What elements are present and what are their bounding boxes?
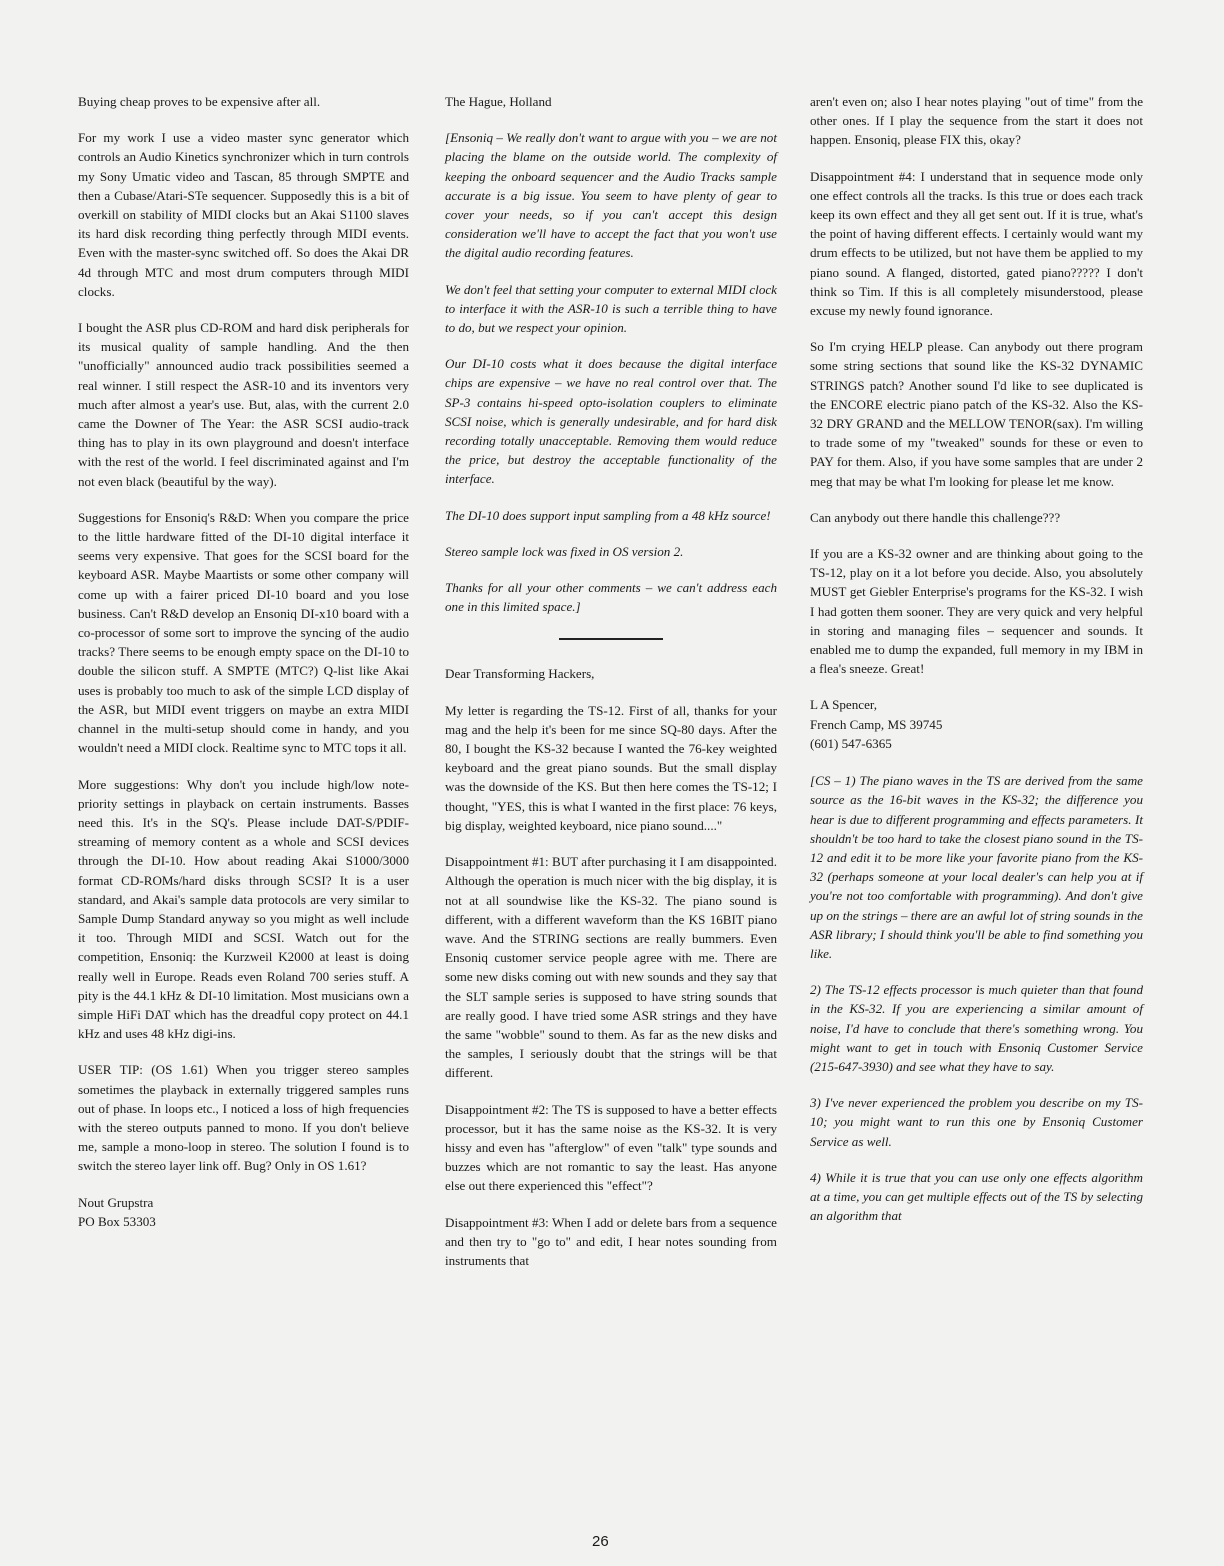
letter-paragraph: aren't even on; also I hear notes playing "out of time" from the other ones. If I play the sequence from the start it does not happen. Ensoniq, please FIX this, okay? (810, 94, 1143, 148)
ensoniq-reply-paragraph: The DI-10 does support input sampling from a 48 kHz source! (445, 507, 771, 523)
letter-paragraph: Disappointment #2: The TS is supposed to have a better effects processor, but it has the same noise as the KS-32. It is very hissy and even has "afterglow" of even "talk" type sounds and buzzes which are not romantic to say the least. Has anyone else out there experienced this "effect"? (445, 1101, 777, 1194)
author-location: The Hague, Holland (445, 94, 552, 109)
letter-salutation: Dear Transforming Hackers, (445, 666, 595, 682)
letter-paragraph: Disappointment #3: When I add or delete bars from a sequence and then try to "go to" and edit, I hear notes sounding from instruments that (445, 1214, 777, 1268)
letter-paragraph: Disappointment #4: I understand that in sequence mode only one effect controls all the tracks. Is this true or does each track keep its own effect and they all get sent out. If it is true, what's the point of having different effects. I certainly would want my drum effects to be utilized, but not have them be applied to my piano sound. A flanged, distorted, gated piano????? I don't think so Tim. If this is all completely misunderstood, please excuse my newly found ignorance. (810, 168, 1143, 319)
author-name: Nout Grupstra (78, 1194, 154, 1210)
author-signature (78, 1193, 409, 1231)
section-divider (559, 638, 663, 640)
ensoniq-reply-paragraph: [Ensoniq – We really don't want to argue with you – we are not placing the blame on the outside world. The complexity of keeping the onboard sequencer and the Audio Tracks sample accurate is a big issue. You seem to have plenty of gear to cover your needs, so if you can't accept this design consideration we'll have to accept the fact that you won't use the digital audio recording features. (445, 130, 777, 261)
cs-reply-paragraph: 4) While it is true that you can use only one effects algorithm at a time, you can get multiple effects out of the TS by selecting an algorithm that (810, 1169, 1143, 1224)
author-address: PO Box 53303 (78, 1213, 156, 1229)
letter-paragraph: More suggestions: Why don't you include high/low note-priority settings in playback on certain instruments. Basses need this. It's in the SQ's. Please include DAT-S/PDIF-streaming of memory content as a whole and SCSI devices through the DI-10. How about reading Akai S1000/3000 format CD-ROMs/hard disks through SCSI? It is a user standard, and Akai's sample data protocols are very similar to Sample Dump Standard anyway so you might as well include it too. Through MIDI and SCSI. Watch out for the competition, Ensoniq: the Kurzweil K2000 at least is doing really well in Europe. Reads even Roland 700 series stuff. A pity is the 44.1 kHz & DI-10 limitation. Most musicians own a simple HiFi DAT which has the dreadful copy protect on 44.1 kHz and uses 48 kHz digi-ins. (78, 776, 409, 1042)
letter-paragraph: Buying cheap proves to be expensive after all. (78, 94, 321, 109)
cs-reply-paragraph: 3) I've never experienced the problem you describe on my TS-10; you might want to run this one by Ensoniq Customer Service as well. (810, 1095, 1143, 1149)
letter-paragraph: Disappointment #1: BUT after purchasing it I am disappointed. Although the operation is much nicer with the big display, it is not at all soundwise like the KS-32. The piano sound is different, with a different waveform than the KS 16BIT piano wave. And the STRING sections are really bummers. Even Ensoniq customer service people agree with me. There are some new disks coming out with new sounds and they say that the SLT sample series is supposed to have string sounds that are really good. I have tried some ASR strings and they have the same "wobble" sound to them. As far as the new disks and the samples, I seriously doubt that the strings will be that different. (445, 854, 777, 1081)
letter-paragraph: USER TIP: (OS 1.61) When you trigger stereo samples sometimes the playback in externally triggered samples runs out of phase. In loops etc., I noticed a loss of high frequencies with the stereo outputs panned to mono. If you don't believe me, sample a mono-loop in stereo. The solution I found is to switch the stereo layer link off. Bug? Only in OS 1.61? (78, 1062, 409, 1174)
ensoniq-reply-paragraph: Stereo sample lock was fixed in OS version 2. (445, 543, 684, 559)
page-number: 26 (592, 1533, 609, 1550)
letter-paragraph: For my work I use a video master sync generator which controls an Audio Kinetics synchronizer which in turn controls my Sony Umatic video and Tascan, 85 through SMPTE and then a Cubase/Atari-STe sequencer. Supposedly this is a bit of overkill on stability of MIDI clocks but an Akai S1100 slaves its hard disk recording thing perfectly through MIDI events. Even with the master-sync switched off. So does the Akai DR 4d through MTC and most drum computers through MIDI clocks. (78, 130, 409, 299)
ensoniq-reply-paragraph: We don't feel that setting your computer to external MIDI clock to interface it with the ASR-10 is such a terrible thing to have to do, but we respect your opinion. (445, 281, 777, 336)
author-name: L A Spencer, (810, 697, 877, 713)
author-address: French Camp, MS 39745 (810, 716, 943, 732)
cs-reply-paragraph: 2) The TS-12 effects processor is much quieter than that found in the KS-32. If you are experiencing a similar amount of noise, I'd have to conclude that there's something wrong. You might want to get in touch with Ensoniq Customer Service (215-647-3930) and see what they have to say. (810, 982, 1143, 1074)
column-3 (810, 92, 1143, 1242)
author-signature (810, 695, 1143, 753)
author-phone: (601) 547-6365 (810, 735, 892, 751)
letter-paragraph: Suggestions for Ensoniq's R&D: When you compare the price to the little hardware fitted of the DI-10 digital interface it seems very expensive. That goes for the SCSI board for the keyboard ASR. Maybe Maartists or some other company will come up with a fairer priced DI-10 board and you lose business. Can't R&D develop an Ensoniq DI-x10 board with a co-processor of some sort to improve the syncing of the audio tracks? There seems to be enough empty space on the DI-10 to double the silicon stuff. A SMPTE (MTC?) Q-list like Akai uses is probably too much to ask of the simple LCD display of the ASR, but MIDI event triggers on maybe an extra MIDI channel in the multi-setup should come in handy, and you wouldn't need a MIDI clock. Realtime sync to MTC tops it all. (78, 509, 409, 756)
ensoniq-reply-paragraph: Our DI-10 costs what it does because the digital interface chips are expensive – we have no real control over that. The SP-3 contains hi-speed opto-isolation couplers to eliminate SCSI noise, which is generally undesirable, and for hard disk recording totally unacceptable. Removing them would reduce the price, but destroy the acceptable functionality of the interface. (445, 356, 777, 487)
column-1 (78, 92, 409, 1249)
letter-paragraph: My letter is regarding the TS-12. First of all, thanks for your mag and the help it's been for me since SQ-80 days. After the 80, I bought the KS-32 because I wanted the 76-key weighted keyboard and the great piano sounds. But the small display was the downside of the KS. But then here comes the TS-12; I thought, "YES, this is what I wanted in the first place: 76 keys, big display, weighted keyboard, nice piano sound...." (445, 702, 777, 833)
letter-paragraph: So I'm crying HELP please. Can anybody out there program some string sections that sound like the KS-32 DYNAMIC STRINGS patch? Another sound I'd like to see duplicated is the ENCORE electric piano patch of the KS-32. Also the KS-32 DRY GRAND and the MELLOW TENOR(sax). I'm willing to trade some of my "tweaked" sounds for these or even to PAY for them. Also, if you have some samples that are under 2 meg that may be what I'm looking for please let me know. (810, 339, 1143, 489)
column-2 (445, 92, 777, 1287)
ensoniq-reply-paragraph: Thanks for all your other comments – we can't address each one in this limited space.] (445, 580, 777, 615)
letter-paragraph: Can anybody out there handle this challenge??? (810, 509, 1061, 525)
cs-reply-paragraph: [CS – 1) The piano waves in the TS are derived from the same source as the 16-bit waves in the KS-32; the difference you hear is due to different programming and effects parameters. It shouldn't be too hard to take the closest piano sound in the TS-12 and edit it to be more like your favorite piano from the KS-32 (perhaps someone at your local dealer's can help you at if you're not too comfortable with programming). And don't give up on the strings – there are an awful lot of string sounds in the ASR library; I should think you'll be able to find something you like. (810, 773, 1143, 961)
letter-paragraph: I bought the ASR plus CD-ROM and hard disk peripherals for its musical quality of sample handling. And the then "unofficially" announced audio track possibilities seemed a real winner. I still respect the ASR-10 and its inventors very much after almost a year's use. But, alas, with the current 2.0 came the Downer of The Year: the ASR SCSI audio-track thing has to play in its own playground and doesn't interface with the rest of the world. I feel discriminated against and I'm not even black (beautiful by the way). (78, 320, 409, 489)
letter-paragraph: If you are a KS-32 owner and are thinking about going to the TS-12, play on it a lot before you decide. Also, you absolutely MUST get Giebler Enterprise's programs for the KS-32. I wish I had gotten them sooner. They are very quick and very helpful in storing and managing files – sequencer and sounds. It enabled me to dump the expanded, full memory in my IBM in a flea's sneeze. Great! (810, 546, 1143, 677)
